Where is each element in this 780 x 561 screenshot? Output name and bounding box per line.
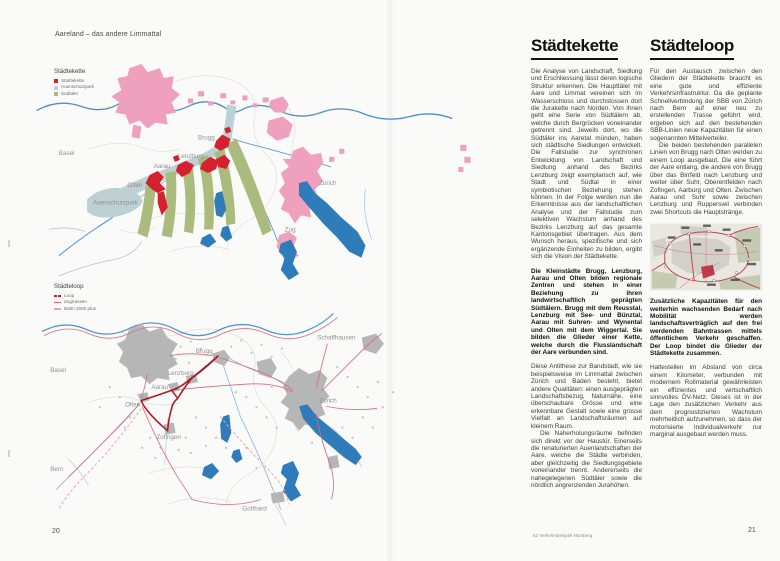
map-staedteloop [28, 295, 473, 533]
legend-staedtekette [54, 68, 94, 97]
paragraph-bold: Zusätzliche Kapazitäten für den weiterhin wachsenden Bedarf nach Mobilität werden landschaftsverträglich auf den frei werdenden Bahntrassen mittels öffentlichem Verkehr geschaffen. Der Loop bindet die Glieder der Städtekette zusammen. [650, 298, 762, 357]
map2-label-basel: Basel [50, 367, 66, 375]
map1-label-zug: Zug [284, 226, 296, 234]
legend-title: Städtekette [54, 68, 86, 75]
legend-item [54, 306, 96, 312]
page-number-left: 20 [52, 528, 60, 535]
map2-label-schaffhausen: Schaffhausen [317, 334, 356, 342]
paragraph: Diese Antithese zur Bandstadt, wie sie beispielsweise im Limmattal zwischen Zürich und Baden besteht, bietet andere Qualitäten: einen ausgeprägten Landschaftsbezug, Naturnähe, eine überschaubare Grösse und eine erkennbare Gestalt sowie eine grosse Vielfalt an Landschaftsräumen auf kleinem Raum. [531, 363, 642, 430]
swatch-bahn2000 [54, 308, 61, 310]
page-title: Aareland – das andere Limmattal [55, 31, 162, 38]
legend-label: Loop [64, 293, 75, 298]
map2-label-aarau: Aarau [151, 384, 169, 392]
column-staedtekette [531, 36, 642, 496]
paragraph: Für den Austausch zwischen den Gliedern der Städtekette braucht es eine gute und effiziente Verkehrsinfrastruktur. Da die geplante Schnellverbindung der SBB von Zürich nach Bern auf einer neu zu erstellenden Trasse geführt wird, ergeben sich auf den bestehenden SBB-Linien neue Kapazitäten für einen sogenannten Mittelverteiler. [650, 68, 762, 142]
map2-label-lenzburg: Lenzburg [167, 370, 194, 378]
canton-boundaries [89, 329, 299, 504]
heading-staedtekette: Städtekette [531, 36, 618, 60]
aare-river [56, 400, 141, 489]
paragraph: Die beiden bestehenden parallelen Linien von Brugg nach Olten werden zu einem Loop ausgebaut. Die eine führt der Aare entlang, die andere von Brugg über das Birrfeld nach Lenzburg und weiter über Suhr, Oberentfelden nach Zofingen, Aarburg und Olten. Zwischen Aarau und Suhr sowie zwischen Lenzburg und Rupperswil verbinden zwei Shortcuts die Hauptstränge. [650, 142, 762, 216]
figure-caption: 62 Verkehrsbeispiel Nürnberg [533, 533, 593, 538]
map1-label-olten: Olten [127, 182, 143, 190]
map2-label-gotthard: Gotthard [242, 505, 267, 513]
legend-label: Zugtrassen [64, 299, 87, 305]
swatch-suedtaeler [54, 92, 58, 96]
zuerichsee [299, 181, 366, 258]
swatch-auenschutzpark [54, 86, 58, 90]
map1-label-zuerich: Zürich [319, 180, 337, 188]
legend-label: Auenschutzpark [61, 84, 94, 90]
legend-label: Bahn 2000 plus [64, 305, 96, 311]
map1-label-auenschutzpark: Auenschutzpark [93, 199, 138, 207]
page-number-right: 21 [748, 527, 756, 534]
swatch-zugtrassen [54, 302, 61, 304]
map1-label-lenzburg: Lenzburg [177, 152, 204, 160]
zugersee [279, 240, 299, 280]
legend-label: Städtekette [61, 78, 85, 83]
legend-title: Städteloop [54, 283, 84, 290]
paragraph: Die Naherholungsräume befinden sich direkt vor der Haustür. Einerseits die renaturierten Auenlandschaften der Aare, welche die Städte verbinden, aber gleichzeitig die Siedlungsgebiete voneinander trennt. Andererseits die nahegelegenen Südtäler sowie die nördlich angrenzenden Jurahöhen. [531, 430, 642, 489]
paragraph: Haltestellen im Abstand von circa einem Kilometer, verbunden mit modernem Rollmaterial gewährleisten ein effizientes und wirtschaftlich sinnvolles ÖV-Netz. Dieses ist in der Lage den zusätzlichen Verkehr aus dem prognostizierten Wachstum mehrheitlich aufzunehmen, so dass der motorisierte Individualverkehr nur marginal ausgebaut werden muss. [650, 364, 762, 439]
margin-figure-mark-2 [8, 450, 10, 457]
column-staedteloop [650, 36, 762, 445]
map2-label-brugg: Brugg [195, 347, 213, 355]
swatch-staedtekette [54, 79, 58, 83]
legend-staedteloop [54, 283, 96, 312]
rhine-river [37, 98, 453, 119]
paragraph: Die Analyse von Landschaft, Siedlung und Erschliessung lässt deren logische Struktur erkennen. Die Haupttäler mit Aare und Limmat vereinen sich im Wasserschloss und durchstossen dort die Jurakette nach Norden. Von ihnen geht eine Serie von Südtälern ab, welche durch Bergrücken voneinander getrennt sind. Jeweils dort, wo die Südtäler ins Aaretal münden, haben sich städtische Siedlungen entwickelt. Die Fallstudie zur synchronen Entwicklung von Landschaft und Siedlung anhand des Bezirks Lenzburg zeigt exemplarisch auf, wie Stadt und Südtal in einer symbiotischen Beziehung stehen können. In der Folge werden nun die Erkenntnisse aus der landschaftlichen Analyse und der Fallstudie zum selektiven Wachstum anhand des Bezirks Lenzburg auf das gesamte Kantonsgebiet übertragen. Aus dem Wunsch heraus, spezifische und sich ergänzende Einheiten zu bilden, ergibt sich die Vision der Städtekette. [531, 68, 642, 261]
map1-label-basel: Basel [58, 149, 75, 157]
map2-label-zofingen: Zofingen [156, 433, 181, 441]
map2-label-zuerich: Zürich [319, 397, 337, 405]
map1-label-aarau: Aarau [153, 162, 171, 170]
paragraph-bold: Die Kleinstädte Brugg, Lenzburg, Aarau und Olten bilden regionale Zentren und stehen in einer Beziehung zu ihren landwirtschaftlich geprägten Südtälern. Brugg mit dem Reusstal, Lenzburg mit See- und Bünztal, Aarau mit Suhren- und Wynental und Olten mit dem Wiggertal. Sie bilden die Glieder einer Kette, welche durch die Flusslandschaft der Aare verbunden sind. [531, 267, 642, 357]
heading-staedteloop: Städteloop [650, 36, 734, 60]
map-staedtekette [28, 58, 473, 286]
map2-label-olten: Olten [125, 401, 141, 409]
margin-figure-mark-1 [8, 240, 10, 247]
legend-label: Südtäler [61, 90, 79, 96]
map1-label-brugg: Brugg [198, 134, 215, 142]
legend-item [54, 91, 94, 97]
swatch-loop [54, 295, 61, 297]
urban-areas [117, 323, 384, 503]
inset-map-nuernberg [650, 223, 762, 291]
map2-label-bern: Bern [50, 466, 64, 474]
